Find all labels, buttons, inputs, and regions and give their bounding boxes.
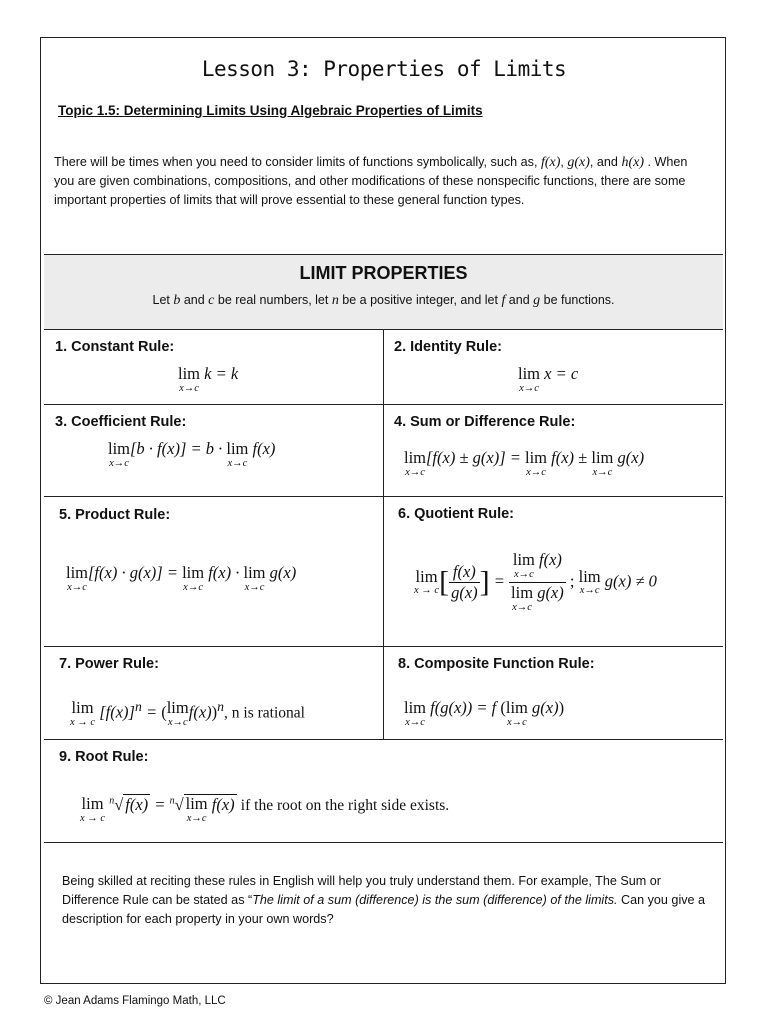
- coefficient-rule-label: 3. Coefficient Rule:: [55, 414, 187, 430]
- root-rule-label: 9. Root Rule:: [59, 749, 149, 765]
- quotient-rule-formula: lim x → c [ $\frac{f(x)}{g(x)}$ ] = lim x→c f(x) lim x→c g(x) ; lim x→c g(x) ≠ 0: [414, 550, 657, 613]
- intro-paragraph: There will be times when you need to consider limits of functions symbolically, such as, f(x), g(x), and h(x) . When you are given combinations, compositions, and other modifications of these nonspecific functions, there are some important properties of limits that will prove essential to these general function types.: [54, 155, 688, 207]
- coefficient-rule-formula: lim x→c [b · f(x)] = b · lim x→c f(x): [108, 439, 276, 469]
- product-rule-formula: lim x→c [f(x) · g(x)] = lim x→c f(x) · lim x→c g(x): [66, 563, 297, 593]
- grid-divider: [383, 329, 384, 739]
- copyright-footer: © Jean Adams Flamingo Math, LLC: [44, 995, 226, 1007]
- constant-rule-label: 1. Constant Rule:: [55, 339, 175, 355]
- limit-properties-header: [44, 254, 723, 330]
- identity-rule-formula: lim x→c x = c: [518, 364, 579, 394]
- product-rule-label: 5. Product Rule:: [59, 507, 171, 523]
- constant-rule-formula: lim x→c k = k: [178, 364, 239, 394]
- grid-line: [44, 842, 723, 843]
- sum-difference-rule-formula: lim x→c [f(x) ± g(x)] = lim x→c f(x) ± lim x→c g(x): [404, 448, 645, 478]
- identity-rule-label: 2. Identity Rule:: [394, 339, 502, 355]
- power-rule-formula: lim x → c $[f(x)]^n$ = ( lim x→c f(x))$^n$, n is rational: [70, 698, 305, 728]
- lesson-title: Lesson 3: Properties of Limits: [201, 57, 567, 81]
- limit-properties-title: LIMIT PROPERTIES: [299, 263, 468, 283]
- composite-function-rule-label: 8. Composite Function Rule:: [398, 656, 595, 672]
- root-rule-formula: lim x → c $^n$√ f(x) = $^n$√ lim x→c f(x) if the root on the right side exists.: [80, 794, 450, 824]
- power-rule-label: 7. Power Rule:: [59, 656, 159, 672]
- composite-function-rule-formula: lim x→c f(g(x)) = f ( lim x→c g(x)): [404, 698, 565, 728]
- limit-properties-subtitle: Let b and c be real numbers, let n be a positive integer, and let f and g be functions.: [152, 293, 615, 308]
- topic-heading: Topic 1.5: Determining Limits Using Algebraic Properties of Limits: [58, 103, 483, 118]
- quotient-rule-label: 6. Quotient Rule:: [398, 506, 514, 522]
- sum-difference-rule-label: 4. Sum or Difference Rule:: [394, 414, 576, 430]
- grid-line: [44, 739, 723, 740]
- closing-paragraph: Being skilled at reciting these rules in English will help you truly understand them. For example, The Sum or Difference Rule can be stated as “The limit of a sum (difference) is the sum (difference) of the limits. Can you give a description for each property in your own words?: [62, 874, 706, 926]
